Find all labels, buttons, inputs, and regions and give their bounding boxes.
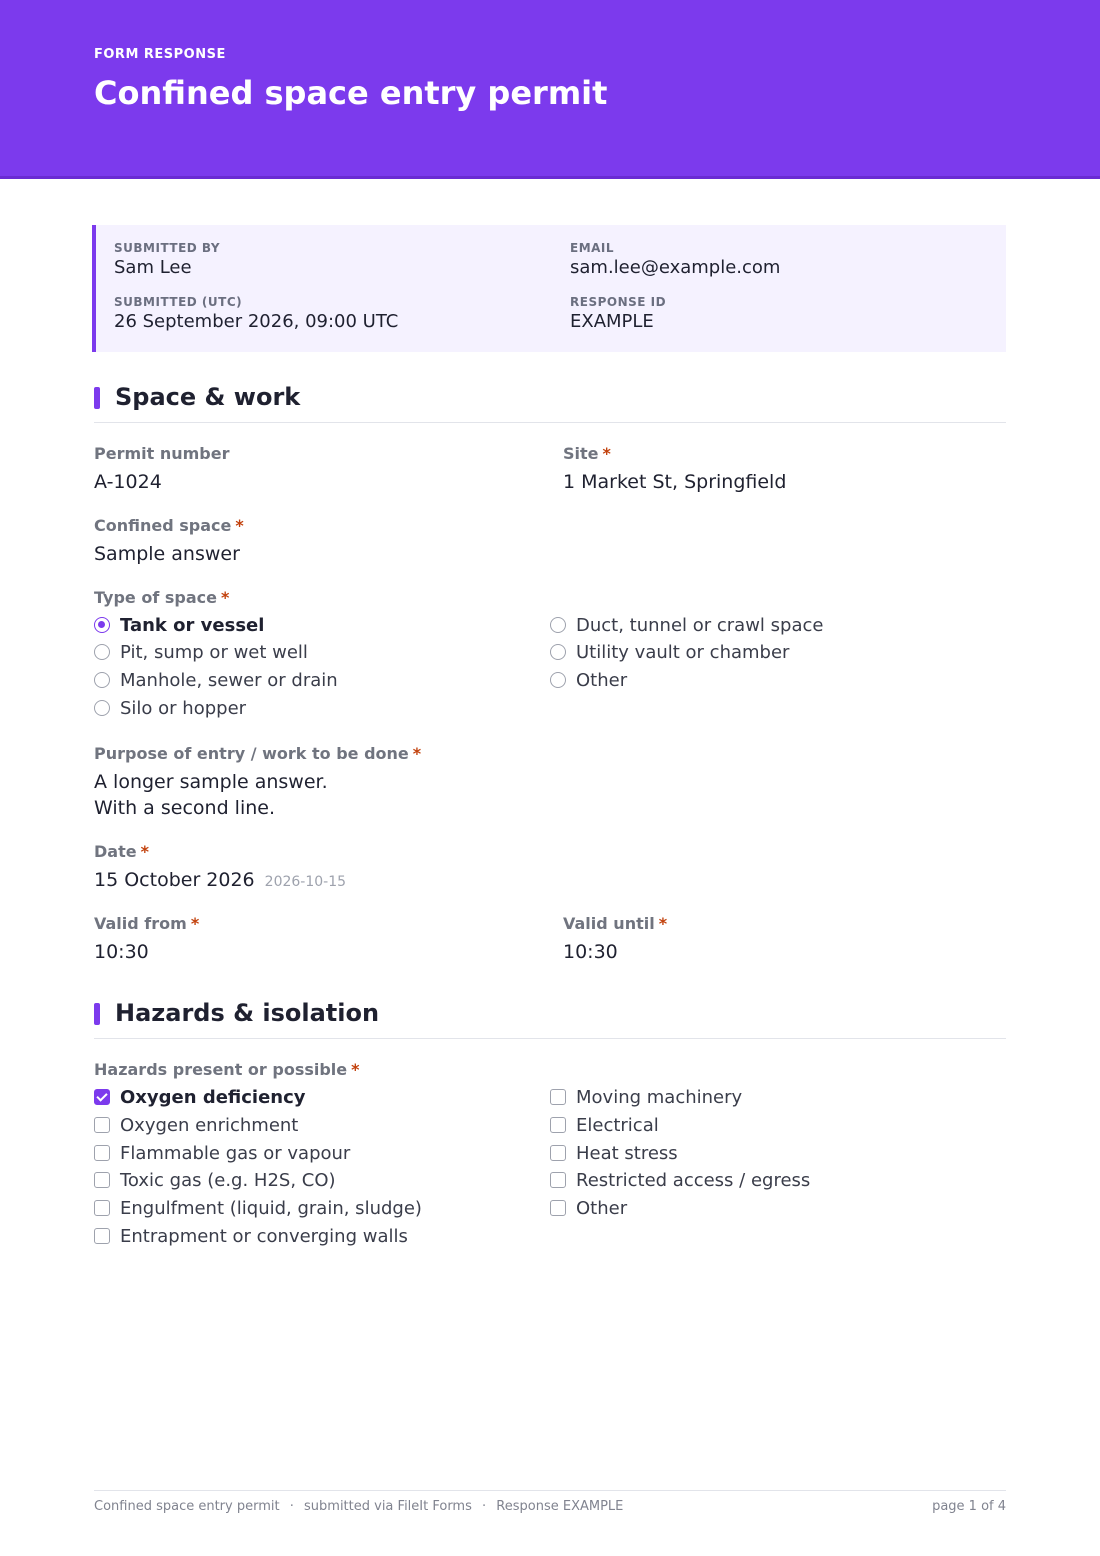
- required-marker: *: [190, 914, 200, 933]
- radio-icon: [550, 617, 566, 633]
- field-label: Valid from *: [94, 914, 200, 933]
- date-iso: 2026-10-15: [264, 874, 347, 890]
- radio-option[interactable]: Duct, tunnel or crawl space: [550, 613, 823, 637]
- checkbox-option[interactable]: Flammable gas or vapour: [94, 1141, 350, 1165]
- checkbox-option[interactable]: Oxygen deficiency: [94, 1085, 306, 1109]
- submitted-by: [114, 241, 220, 278]
- footer-separator: ·: [482, 1499, 487, 1514]
- section-divider: [94, 1038, 1006, 1039]
- field-value: 10:30: [94, 941, 149, 963]
- radio-option[interactable]: Other: [550, 668, 627, 692]
- required-marker: *: [140, 842, 149, 861]
- checkbox-icon: [94, 1172, 110, 1188]
- field-permit-number: [94, 444, 230, 495]
- radio-option[interactable]: Utility vault or chamber: [550, 640, 789, 664]
- checkbox-option[interactable]: Other: [550, 1196, 627, 1220]
- field-label: Date *: [94, 842, 149, 861]
- purpose-line-2: With a second line.: [94, 797, 275, 819]
- field-value: 10:30: [563, 941, 618, 963]
- section-title-hazards: [94, 999, 379, 1027]
- required-marker: *: [412, 744, 422, 763]
- radio-option[interactable]: Pit, sump or wet well: [94, 640, 308, 664]
- submission-meta-panel: [92, 225, 1006, 352]
- radio-icon: [94, 672, 110, 688]
- section-title-text: Hazards & isolation: [115, 999, 380, 1027]
- response-id-label: RESPONSE ID: [570, 295, 667, 309]
- form-header: [0, 0, 1100, 179]
- required-marker: *: [602, 444, 611, 463]
- section-title-space-work: [94, 383, 300, 411]
- field-confined-space: [94, 516, 244, 567]
- checkbox-option[interactable]: Restricted access / egress: [550, 1168, 810, 1192]
- footer-divider: [94, 1490, 1006, 1491]
- field-label: Type of space *: [94, 588, 230, 607]
- checkbox-icon: [550, 1117, 566, 1133]
- radio-selected-icon: [94, 617, 110, 633]
- form-eyebrow: FORM RESPONSE: [94, 47, 226, 62]
- section-divider: [94, 422, 1006, 423]
- field-value: Sample answer: [94, 543, 240, 565]
- date-value: 15 October 2026: [94, 869, 255, 891]
- radio-option[interactable]: Silo or hopper: [94, 696, 246, 720]
- checkbox-icon: [94, 1228, 110, 1244]
- page-number: page 1 of 4: [932, 1499, 1006, 1514]
- purpose-line-1: A longer sample answer.: [94, 771, 328, 793]
- checkbox-icon: [94, 1117, 110, 1133]
- email-label: EMAIL: [570, 241, 615, 255]
- submitted-utc: [114, 295, 398, 332]
- section-accent-bar: [94, 387, 100, 409]
- section-accent-bar: [94, 1003, 100, 1025]
- checkbox-option[interactable]: Electrical: [550, 1113, 659, 1137]
- footer-via: submitted via FileIt Forms: [304, 1499, 472, 1514]
- form-title: Confined space entry permit: [94, 74, 608, 112]
- radio-icon: [550, 644, 566, 660]
- footer-response: Response EXAMPLE: [496, 1499, 624, 1514]
- radio-icon: [550, 672, 566, 688]
- page-footer: [94, 1499, 623, 1514]
- required-marker: *: [235, 516, 244, 535]
- submitted-by-label: SUBMITTED BY: [114, 241, 221, 255]
- field-value: [94, 867, 346, 895]
- field-site: [563, 444, 786, 495]
- checkbox-icon: [550, 1200, 566, 1216]
- email: [570, 241, 780, 278]
- field-label: Hazards present or possible *: [94, 1060, 360, 1079]
- field-label: Permit number: [94, 444, 230, 463]
- field-hazards-label: [94, 1060, 360, 1079]
- response-id-value: EXAMPLE: [570, 311, 654, 332]
- radio-icon: [94, 644, 110, 660]
- checkbox-option[interactable]: Heat stress: [550, 1141, 678, 1165]
- section-title-text: Space & work: [115, 383, 301, 411]
- email-value: sam.lee@example.com: [570, 257, 781, 278]
- field-value: [94, 769, 421, 821]
- submitted-utc-label: SUBMITTED (UTC): [114, 295, 243, 309]
- footer-form-name: Confined space entry permit: [94, 1499, 280, 1514]
- submitted-by-value: Sam Lee: [114, 257, 192, 278]
- checkbox-icon: [94, 1200, 110, 1216]
- checkbox-option[interactable]: Oxygen enrichment: [94, 1113, 298, 1137]
- checkbox-icon: [550, 1145, 566, 1161]
- radio-option[interactable]: Manhole, sewer or drain: [94, 668, 338, 692]
- checkbox-icon: [550, 1172, 566, 1188]
- required-marker: *: [220, 588, 230, 607]
- field-value: 1 Market St, Springfield: [563, 471, 787, 493]
- field-label: Purpose of entry / work to be done *: [94, 744, 422, 763]
- submitted-utc-value: 26 September 2026, 09:00 UTC: [114, 311, 399, 332]
- checkbox-option[interactable]: Moving machinery: [550, 1085, 742, 1109]
- footer-separator: ·: [289, 1499, 294, 1514]
- field-type-of-space-label: [94, 588, 229, 607]
- checkbox-option[interactable]: Toxic gas (e.g. H2S, CO): [94, 1168, 336, 1192]
- field-purpose: [94, 744, 421, 821]
- required-marker: *: [658, 914, 668, 933]
- checkbox-icon: [94, 1145, 110, 1161]
- radio-icon: [94, 700, 110, 716]
- field-label: Site *: [563, 444, 611, 463]
- field-value: A-1024: [94, 471, 162, 493]
- response-id: [570, 295, 666, 332]
- radio-option[interactable]: Tank or vessel: [94, 613, 264, 637]
- field-label: Confined space *: [94, 516, 244, 535]
- field-label: Valid until *: [563, 914, 668, 933]
- checkbox-checked-icon: [94, 1089, 110, 1105]
- required-marker: *: [351, 1060, 360, 1079]
- checkbox-icon: [550, 1089, 566, 1105]
- checkbox-option[interactable]: Engulfment (liquid, grain, sludge): [94, 1196, 422, 1220]
- field-valid-from: [94, 914, 199, 965]
- checkbox-option[interactable]: Entrapment or converging walls: [94, 1224, 408, 1248]
- field-valid-until: [563, 914, 667, 965]
- field-date: [94, 842, 346, 895]
